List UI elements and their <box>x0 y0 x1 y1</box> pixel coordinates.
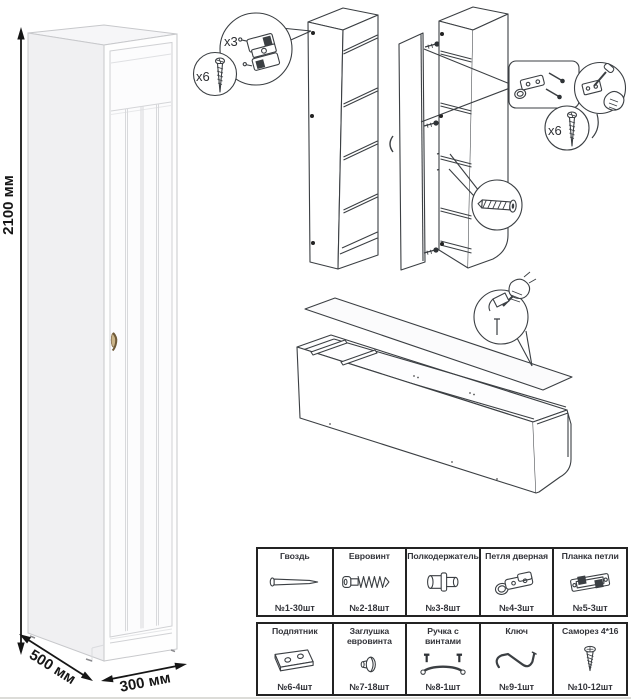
part-qty: №1-30шт <box>274 603 315 613</box>
hinge-screw-count-label: x6 <box>548 123 562 138</box>
arrowhead-width-end <box>175 663 188 670</box>
part-name: Планка петли <box>561 551 619 561</box>
part-cell-door-hinge <box>479 549 553 615</box>
handle-icon <box>414 646 472 682</box>
alignment-bracket <box>390 136 393 152</box>
plate-screw-count-label: x6 <box>196 69 210 84</box>
wood-screw-icon <box>574 637 606 682</box>
arrowhead-down <box>17 643 24 656</box>
part-name: Ключ <box>505 626 528 636</box>
part-name: Саморез 4*16 <box>561 626 619 636</box>
hinge-hole-marker <box>440 32 444 36</box>
height-dimension-label: 2100 мм <box>0 175 17 235</box>
part-cell-nail <box>258 549 332 615</box>
door-panel <box>390 33 425 270</box>
part-qty: №9-1шт <box>499 682 535 692</box>
arrowhead-width-start <box>101 675 114 682</box>
door-hinge-icon <box>488 562 546 603</box>
hinge-plate-icon <box>561 562 619 603</box>
arrowhead-depth-end <box>81 672 93 682</box>
depth-dimension-label: 500 мм <box>26 646 79 689</box>
cabinet-body-horizontal <box>297 335 571 493</box>
key-icon <box>488 637 546 682</box>
part-name: Евровинт <box>348 551 390 561</box>
part-name: Ручка с винтами <box>424 626 462 646</box>
parts-table-row-2 <box>256 622 628 696</box>
part-qty: №2-18шт <box>349 603 390 613</box>
part-qty: №10-12шт <box>567 682 613 692</box>
part-cell-screw-cap <box>332 624 406 694</box>
part-name: Подпятник <box>272 626 318 636</box>
part-qty: №3-8шт <box>425 603 461 613</box>
parts-table-row-1 <box>256 547 628 617</box>
part-cell-foot-plate <box>258 624 332 694</box>
page-bottom-edge <box>0 697 631 699</box>
part-qty: №6-4шт <box>277 682 313 692</box>
arrowhead-up <box>17 27 24 40</box>
part-qty: №7-18шт <box>349 682 390 692</box>
cabinet-carcass-left <box>308 8 378 269</box>
nail-icon <box>266 562 324 603</box>
part-name: Заглушка евровинта <box>346 626 392 646</box>
part-cell-handle <box>405 624 479 694</box>
hinge-plate-count-label: x3 <box>224 34 238 49</box>
wardrobe-door <box>110 43 172 638</box>
part-name: Полкодержатель <box>407 551 479 561</box>
part-cell-wood-screw <box>552 624 626 694</box>
part-qty: №5-3шт <box>572 603 608 613</box>
part-cell-shelf-pin <box>405 549 479 615</box>
width-dimension-label: 300 мм <box>118 669 172 696</box>
step1-door-mounting <box>194 7 626 270</box>
part-qty: №4-3шт <box>499 603 535 613</box>
hinge-hole-marker <box>440 242 444 246</box>
part-name: Петля дверная <box>485 551 549 561</box>
part-cell-euroscrew <box>332 549 406 615</box>
part-qty: №8-1шт <box>425 682 461 692</box>
foot-plate-icon <box>266 637 324 682</box>
hinge-screws-callout <box>545 106 589 150</box>
parts-table <box>256 547 628 696</box>
step2-back-panel <box>297 272 572 493</box>
shelf-pin-icon <box>414 562 472 603</box>
part-cell-hinge-plate <box>552 549 626 615</box>
screw-cap-icon <box>340 646 398 682</box>
hinge-hole-marker <box>311 241 315 245</box>
hinge-hole-marker <box>310 114 314 118</box>
wardrobe-illustration <box>28 25 177 662</box>
part-cell-key <box>479 624 553 694</box>
hinge-hole-marker <box>311 31 315 35</box>
hinge-detail-callout <box>509 61 579 108</box>
wardrobe-side-panel <box>28 33 104 661</box>
plate-screws-callout <box>194 53 237 96</box>
part-name: Гвоздь <box>279 551 310 561</box>
euroscrew-icon <box>340 562 398 603</box>
